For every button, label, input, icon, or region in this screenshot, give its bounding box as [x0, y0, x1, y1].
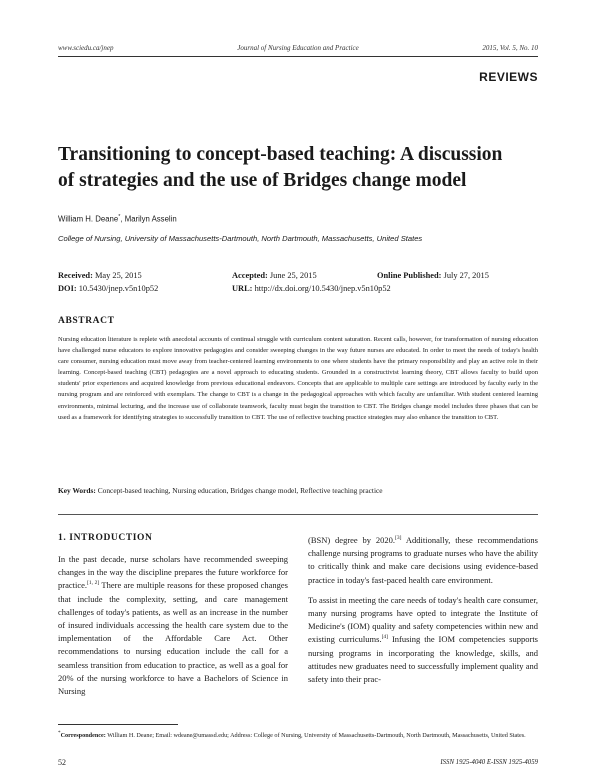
journal-url[interactable]: www.sciedu.ca/jnep: [58, 44, 114, 52]
abstract-heading: ABSTRACT: [58, 316, 115, 326]
citation[interactable]: [4]: [381, 634, 388, 641]
title-line-1: Transitioning to concept-based teaching: A discussion: [58, 144, 503, 165]
doi: DOI: 10.5430/jnep.v5n10p52: [58, 284, 159, 293]
citation[interactable]: [3]: [395, 535, 402, 542]
keywords-label: Key Words:: [58, 486, 96, 495]
intro-right-column: [308, 534, 538, 686]
accepted-date: Accepted: June 25, 2015: [232, 271, 317, 280]
page-number: 52: [58, 758, 66, 767]
journal-name: Journal of Nursing Education and Practice: [237, 44, 359, 52]
published-date: Online Published: July 27, 2015: [377, 271, 489, 280]
section-divider: [58, 514, 538, 515]
author-list: William H. Deane*, Marilyn Asselin: [58, 214, 177, 224]
issue-info: 2015, Vol. 5, No. 10: [482, 44, 538, 52]
abstract-body: Nursing education literature is replete with anecdotal accounts of continual struggle with curriculum content saturation. Recent calls, however, for transformation of nursing education have challenged nurse educators to explore innovative pedagogies and consider sweeping changes in the way future nurses are educated. In order to meet the needs of today's health care consumer, nursing education must move away from teacher-centered learning environments to one where students have the primary responsibility and play an active role in their learning. Concept-based teaching (CBT) pedagogies are a novel approach to educating students. Grounded in a constructivist learning theory, CBT allows faculty to build upon students' prior experiences and acquired knowledge from previous educational endeavors. Concepts that are applicable to multiple care settings are introduced by faculty early in the nursing program and are reinforced with exemplars. The change to CBT is a change in the pedagogical approaches with which faculty are unfamiliar. With student centered learning environments, minimal lecturing, and the increase use of collaborate teamwork, faculty must begin the transition to CBT. The Bridges change model includes three phases that can be used as a framework for identifying strategies to successfully transition to CBT. The use of reflective teaching practice strategies may also enhance the transition to CBT.: [58, 336, 538, 421]
issn: ISSN 1925-4040 E-ISSN 1925-4059: [440, 759, 538, 766]
intro-paragraph-1: In the past decade, nurse scholars have recommended sweeping changes in the way the discipline prepares the future workforce for practice.[1, 2] There are multiple reasons for these proposed changes that include the complexity, setting, and care management challenges of today's patients, as well as an increase in the number of insured individuals accessing the health care system due to the implementation of the Affordable Care Act. Other recommendations to nursing education include the call for a seamless transition from education to practice, as well as a goal for 20% of the nursing workforce to have a Bachelors of Science in Nursing: [58, 554, 288, 697]
intro-left-column: [58, 553, 288, 698]
footnote-rule: [58, 724, 178, 725]
introduction-heading: 1. INTRODUCTION: [58, 533, 153, 543]
intro-paragraph-2: To assist in meeting the care needs of today's health care consumer, many nursing programs have opted to integrate the Institute of Medicine's (IOM) quality and safety competencies within new and existing curriculums.[4] Infusing the IOM competencies supports nursing programs in incorporating the knowledge, skills, and attitudes new graduates need to successfully implement quality and safety into their prac-: [308, 594, 538, 685]
article-url[interactable]: URL: http://dx.doi.org/10.5430/jnep.v5n10p52: [232, 284, 391, 293]
intro-paragraph-1-cont: (BSN) degree by 2020.[3] Additionally, these recommendations challenge nursing programs to graduate nurses who have the ability to critically think and make care decisions using evidence-based practice in today's fast-paced health care environment.: [308, 535, 538, 585]
received-date: Received: May 25, 2015: [58, 271, 142, 280]
author-1: William H. Deane: [58, 214, 119, 224]
affiliation: College of Nursing, University of Massachusetts-Dartmouth, North Dartmouth, Massachusetts, United States: [58, 234, 423, 243]
keywords: [58, 486, 538, 495]
citation[interactable]: [1, 2]: [87, 580, 100, 587]
corresponding-marker: *: [118, 214, 121, 220]
header-rule: [58, 56, 538, 57]
keywords-text: Concept-based teaching, Nursing education, Bridges change model, Reflective teaching practice: [97, 486, 383, 495]
title-line-2: of strategies and the use of Bridges change model: [58, 170, 467, 191]
correspondence-footnote: *Correspondence: William H. Deane; Email: wdeane@umassd.edu; Address: College of Nursing, University of Massachusetts-Dartmouth, North Dartmouth, Massachusetts, United States.: [58, 730, 526, 740]
author-2: Marilyn Asselin: [124, 214, 177, 224]
article-title: [58, 142, 538, 194]
section-label: REVIEWS: [479, 70, 538, 84]
